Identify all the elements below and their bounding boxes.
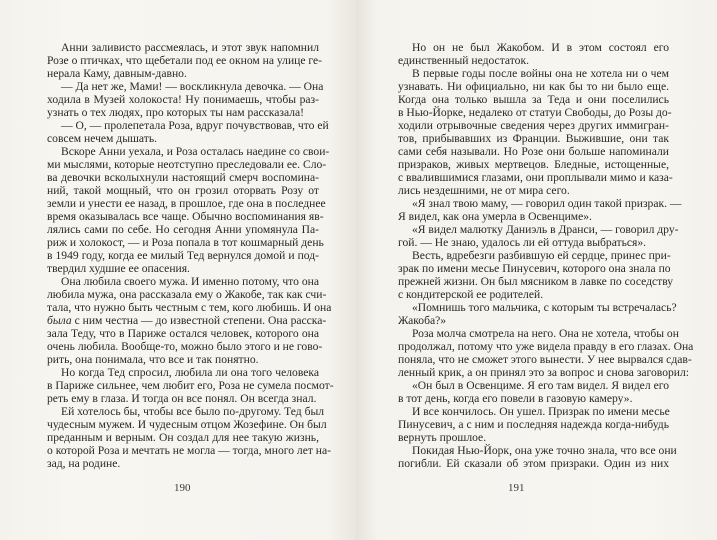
text-line: о которой Роза и мечтать не могла — тогда, много лет на-	[47, 444, 332, 457]
text-line: Я видел, как она умерла в Освенциме».	[398, 210, 592, 223]
text-line: вернуть прошлое.	[398, 431, 487, 444]
paragraph	[398, 379, 669, 405]
text-line: преданным и верным. Он создал для нее такую жизнь,	[47, 431, 319, 444]
text-line: Ей хотелось бы, чтобы все было по-другому. Тед был	[61, 405, 325, 418]
text-line: «Я знал твою маму, — говорил один такой призрак. —	[412, 197, 682, 210]
text-line: «Я видел малютку Даниэль в Дранси, — говорил дру-	[412, 223, 679, 236]
text-line: зад, на родине.	[47, 457, 121, 470]
text-line: чудесным мужем. И чудесным отцом Жозефине. Он был	[47, 418, 327, 431]
text-line: прежней жизни. Он был мясником в лавке по соседству	[398, 275, 674, 288]
text-line: поняла, что не сможет этого вынести. У нее вырвался сдав-	[398, 353, 692, 366]
text-line: Вскоре Анни уехала, и Роза осталась наедине со свои-	[61, 145, 330, 158]
text-line: лялись сами по себе. Но сегодня Анни упомянула Па-	[47, 223, 319, 236]
text-line: Розе о птичках, что щебетали под ее окном на улице ге-	[47, 54, 323, 67]
right-page	[356, 0, 717, 540]
page-text	[47, 41, 334, 470]
text-line: риж и холокост, — и Роза попала в тот кошмарный день	[47, 236, 324, 249]
paragraph	[398, 67, 673, 197]
paragraph	[398, 41, 669, 67]
text-line: Весть, вдребезги разбившую ей сердце, принес при-	[412, 249, 671, 262]
text-line	[47, 314, 327, 327]
paragraph	[47, 119, 329, 145]
page-text	[398, 41, 694, 470]
paragraph	[398, 405, 669, 444]
paragraph	[398, 327, 694, 379]
text-line: земли и унести ее назад, в прошлое, где она в последнее	[47, 197, 326, 210]
paragraph	[398, 249, 674, 301]
text-line: Она любила своего мужа. И именно потому, что она	[61, 275, 319, 288]
text-line: ний, такой мощный, что он грозил оторвать Розу от	[47, 184, 319, 197]
text-line: ми мыслями, которые неотступно преследовали ее. Сло-	[47, 158, 327, 171]
text-line: тала, что нужно быть честным с тем, кого любишь. И она	[47, 301, 332, 314]
paragraph	[398, 301, 677, 327]
italic-word: была	[47, 314, 72, 327]
text-line: гой. — Не знаю, удалось ли ей оттуда выбраться».	[398, 236, 647, 249]
text-line: ва девочки всколыхнули настоящий смерч воспомина-	[47, 171, 319, 184]
text-line: «Помнишь того мальчика, с которым ты встречалась?	[412, 301, 677, 314]
text-line: призраков, живых мертвецов. Бледные, истощенные,	[398, 158, 669, 171]
text-line: с кондитерской ее родителей.	[398, 288, 544, 301]
page-number: 190	[174, 482, 191, 494]
text-line: Покидая Нью-Йорк, она уже точно знала, что все они	[412, 444, 677, 457]
text-line: Роза молча смотрела на него. Она не хотела, чтобы он	[412, 327, 679, 340]
text-line: лись нездешними, не от мира сего.	[398, 184, 570, 197]
text-line: В первые годы после войны она не хотела ни о чем	[412, 67, 669, 80]
text-line: Жакоба?»	[398, 314, 447, 327]
text-line: твердил худшие ее опасения.	[47, 262, 190, 275]
text-line: ходили отрывочные сведения через других иммигран-	[398, 119, 669, 132]
text-line: зала Теду, что в Париже остался человек, которого она	[47, 327, 319, 340]
text-line: нерала Каму, давным-давно.	[47, 67, 187, 80]
text-line: в Париже сильнее, чем любит его, Роза не сумела посмот-	[47, 379, 334, 392]
text-line: реть ему в глаза. И тогда он все понял. Он всегда знал.	[47, 392, 317, 405]
text-line: тов, прибывавших из Франции. Выжившие, они так	[398, 132, 669, 145]
text-line: — Да нет же, Мами! — воскликнула девочка. — Она	[61, 80, 324, 93]
text-line: продолжал, потому что уже видела правду в его глазах. Она	[398, 340, 694, 353]
text-line: сами себя называли. Но Розе они больше напоминали	[398, 145, 669, 158]
text-line: узнать о тех людях, про которых ты нам рассказала!	[47, 106, 304, 119]
left-page	[0, 0, 356, 540]
text-line: «Он был в Освенциме. Я его там видел. Я видел его	[412, 379, 669, 392]
text-line: — О, — пролепетала Роза, вдруг почувствовав, что ей	[61, 119, 329, 132]
paragraph	[47, 366, 334, 405]
page-number: 191	[508, 482, 525, 494]
text-line: зрак по имени месье Пинусевич, которого она знала по	[398, 262, 671, 275]
text-line: единственный недостаток.	[398, 54, 529, 67]
paragraph	[47, 41, 323, 80]
text-line: Но он не был Жакобом. И в этом состоял его	[412, 41, 669, 54]
text-line: рить, она понимала, что все и так понятно.	[47, 353, 259, 366]
paragraph	[47, 145, 330, 275]
paragraph	[47, 405, 332, 470]
text-line: Пинусевич, а с ним и последняя надежда когда-нибудь	[398, 418, 669, 431]
text-line: Анни заливисто рассмеялась, и этот звук напомнил	[61, 41, 319, 54]
paragraph	[398, 197, 682, 223]
line-rest: с ним честна — до известной степени. Она расска-	[71, 314, 327, 327]
text-line: время оказывалась все чаще. Обычно воспоминания яв-	[47, 210, 324, 223]
text-line: в тот день, когда его повели в газовую камеру».	[398, 392, 633, 405]
text-line: с ввалившимися глазами, они проплывали мимо и каза-	[398, 171, 673, 184]
text-line: И все кончилось. Он ушел. Призрак по имени месье	[412, 405, 670, 418]
text-line: в Нью-Йорке, недалеко от статуи Свободы, до Розы до-	[398, 106, 672, 119]
text-line: ходила в Музей холокоста! Ну понимаешь, чтобы раз-	[47, 93, 319, 106]
paragraph	[47, 80, 324, 119]
paragraph	[398, 444, 677, 470]
text-line: очень любила. Вообще-то, можно было этого и не гово-	[47, 340, 323, 353]
paragraph	[47, 275, 332, 366]
text-line: погибли. Ей сказали об этом призраки. Один из них	[398, 457, 669, 470]
text-line: узнавать. Ни официально, ни как бы то ни было еще.	[398, 80, 669, 93]
text-line: совсем нечем дышать.	[47, 132, 158, 145]
text-line: в 1949 году, когда ее милый Тед вернулся домой и под-	[47, 249, 319, 262]
text-line: Когда она только вышла за Теда и они поселились	[398, 93, 669, 106]
paragraph	[398, 223, 679, 249]
text-line: Но когда Тед спросил, любила ли она того человека	[61, 366, 319, 379]
text-line: любила мужа, она рассказала ему о Жакобе, так как счи-	[47, 288, 327, 301]
text-line: ленный крик, а он принял это за вопрос и снова заговорил:	[398, 366, 690, 379]
